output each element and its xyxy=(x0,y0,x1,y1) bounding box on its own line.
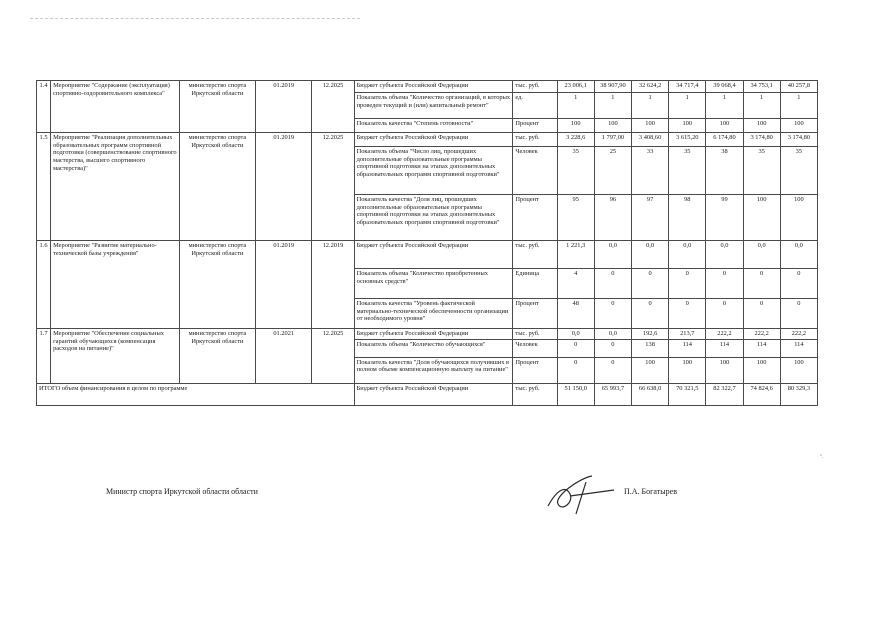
start-date: 01.2021 xyxy=(256,329,312,384)
value-cell: 32 624,2 xyxy=(632,81,669,93)
value-cell: 99 xyxy=(706,195,743,241)
table-body xyxy=(37,81,818,406)
value-cell: 100 xyxy=(706,357,743,383)
indicator-name: Показатель качества "Уровень фактической материально-технической обеспеченности организации от необходимого уровня" xyxy=(354,299,513,329)
activity-number: 1.4 xyxy=(37,81,51,133)
end-date: 12.2025 xyxy=(312,133,354,241)
indicator-name: Показатель качества "Доля лиц, прошедших дополнительные образовательные программы спортивной подготовки на этапах дополнительных образовательных программ спортивной подготовки" xyxy=(354,195,513,241)
indicator-name: Бюджет субъекта Российской Федерации xyxy=(354,81,513,93)
unit-of-measure: Единица xyxy=(513,269,557,299)
total-value-cell: 51 150,0 xyxy=(557,383,594,405)
value-cell: 0,0 xyxy=(669,241,706,269)
value-cell: 0 xyxy=(743,269,780,299)
value-cell: 0,0 xyxy=(780,241,817,269)
value-cell: 34 717,4 xyxy=(669,81,706,93)
value-cell: 100 xyxy=(594,119,631,133)
value-cell: 100 xyxy=(706,119,743,133)
value-cell: 100 xyxy=(743,357,780,383)
value-cell: 100 xyxy=(557,119,594,133)
start-date: 01.2019 xyxy=(256,133,312,241)
value-cell: 38 xyxy=(706,147,743,195)
value-cell: 0,0 xyxy=(706,241,743,269)
activity-name: Мероприятие "Обеспечение социальных гарантий обучающихся (компенсация расходов на питание)" xyxy=(51,329,180,384)
value-cell: 213,7 xyxy=(669,329,706,340)
unit-of-measure: Человек xyxy=(513,147,557,195)
responsible-organization: министерство спорта Иркутской области xyxy=(179,81,255,133)
value-cell: 0 xyxy=(594,299,631,329)
unit-of-measure: тыс. руб. xyxy=(513,329,557,340)
value-cell: 25 xyxy=(594,147,631,195)
activity-number: 1.7 xyxy=(37,329,51,384)
value-cell: 0 xyxy=(632,269,669,299)
unit-of-measure: тыс. руб. xyxy=(513,81,557,93)
value-cell: 39 068,4 xyxy=(706,81,743,93)
responsible-organization: министерство спорта Иркутской области xyxy=(179,329,255,384)
value-cell: 0 xyxy=(780,299,817,329)
total-value-cell: 70 321,5 xyxy=(669,383,706,405)
value-cell: 35 xyxy=(669,147,706,195)
total-value-cell: 74 824,6 xyxy=(743,383,780,405)
value-cell: 100 xyxy=(780,119,817,133)
activity-number: 1.5 xyxy=(37,133,51,241)
value-cell: 1 xyxy=(557,93,594,119)
end-date: 12.2019 xyxy=(312,241,354,329)
value-cell: 222,2 xyxy=(706,329,743,340)
value-cell: 97 xyxy=(632,195,669,241)
value-cell: 114 xyxy=(780,339,817,357)
total-row xyxy=(37,383,818,405)
value-cell: 114 xyxy=(706,339,743,357)
value-cell: 100 xyxy=(632,357,669,383)
indicator-name: Показатель качества "Степень готовности" xyxy=(354,119,513,133)
value-cell: 0 xyxy=(669,299,706,329)
value-cell: 0 xyxy=(594,357,631,383)
signatory-position: Министр спорта Иркутской области области xyxy=(106,487,258,496)
indicator-name: Показатель качества "Доля обучающихся получивших в полном объеме компенсационную выплату на питание" xyxy=(354,357,513,383)
value-cell: 222,2 xyxy=(743,329,780,340)
total-label: ИТОГО объем финансирования в целом по программе xyxy=(37,383,355,405)
unit-of-measure: Процент xyxy=(513,119,557,133)
value-cell: 100 xyxy=(669,357,706,383)
value-cell: 95 xyxy=(557,195,594,241)
value-cell: 138 xyxy=(632,339,669,357)
indicator-name: Показатель объема "Число лиц, прошедших дополнительные образовательные программы спортивной подготовки на этапах дополнительных образовательных программ спортивной подготовки" xyxy=(354,147,513,195)
value-cell: 96 xyxy=(594,195,631,241)
total-value-cell: 65 993,7 xyxy=(594,383,631,405)
value-cell: 1 221,3 xyxy=(557,241,594,269)
total-value-cell: 66 638,0 xyxy=(632,383,669,405)
value-cell: 0 xyxy=(557,339,594,357)
value-cell: 0 xyxy=(743,299,780,329)
value-cell: 1 xyxy=(632,93,669,119)
table-row xyxy=(37,81,818,93)
program-activities-table xyxy=(36,80,818,406)
value-cell: 192,6 xyxy=(632,329,669,340)
value-cell: 3 408,60 xyxy=(632,133,669,147)
indicator-name: Бюджет субъекта Российской Федерации xyxy=(354,133,513,147)
value-cell: 0 xyxy=(594,339,631,357)
start-date: 01.2019 xyxy=(256,81,312,133)
value-cell: 35 xyxy=(743,147,780,195)
unit-of-measure: Процент xyxy=(513,357,557,383)
signatory-name: П.А. Богатырев xyxy=(624,487,677,496)
value-cell: 0 xyxy=(557,357,594,383)
value-cell: 1 xyxy=(743,93,780,119)
start-date: 01.2019 xyxy=(256,241,312,329)
value-cell: 100 xyxy=(632,119,669,133)
value-cell: 35 xyxy=(780,147,817,195)
total-unit: тыс. руб. xyxy=(513,383,557,405)
responsible-organization: министерство спорта Иркутской области xyxy=(179,241,255,329)
table-row xyxy=(37,133,818,147)
value-cell: 33 xyxy=(632,147,669,195)
end-date: 12.2025 xyxy=(312,81,354,133)
total-value-cell: 80 329,3 xyxy=(780,383,817,405)
value-cell: 1 797,00 xyxy=(594,133,631,147)
indicator-name: Бюджет субъекта Российской Федерации xyxy=(354,241,513,269)
indicator-name: Показатель объема "Количество организаций, в которых проведен текущий и (или) капитальный ремонт" xyxy=(354,93,513,119)
value-cell: 3 174,80 xyxy=(780,133,817,147)
value-cell: 100 xyxy=(743,195,780,241)
value-cell: 0 xyxy=(594,269,631,299)
value-cell: 0,0 xyxy=(594,241,631,269)
value-cell: 1 xyxy=(780,93,817,119)
value-cell: 1 xyxy=(706,93,743,119)
table-row xyxy=(37,241,818,269)
value-cell: 0 xyxy=(669,269,706,299)
value-cell: 4 xyxy=(557,269,594,299)
end-date: 12.2025 xyxy=(312,329,354,384)
activity-name: Мероприятие "Содержание (эксплуатация) спортивно-оздоровительного комплекса" xyxy=(51,81,180,133)
value-cell: 114 xyxy=(669,339,706,357)
value-cell: 98 xyxy=(669,195,706,241)
value-cell: 0 xyxy=(706,299,743,329)
value-cell: 48 xyxy=(557,299,594,329)
value-cell: 0,0 xyxy=(632,241,669,269)
value-cell: 100 xyxy=(743,119,780,133)
unit-of-measure: тыс. руб. xyxy=(513,133,557,147)
indicator-name: Бюджет субъекта Российской Федерации xyxy=(354,329,513,340)
handwritten-signature xyxy=(540,468,620,518)
activity-name: Мероприятие "Реализация дополнительных образовательных программ спортивной подготовки (совершенствование спортивного мастерства, высшего спортивного мастерства)" xyxy=(51,133,180,241)
unit-of-measure: Человек xyxy=(513,339,557,357)
unit-of-measure: тыс. руб. xyxy=(513,241,557,269)
value-cell: 6 174,80 xyxy=(706,133,743,147)
value-cell: 0 xyxy=(632,299,669,329)
responsible-organization: министерство спорта Иркутской области xyxy=(179,133,255,241)
total-value-cell: 82 322,7 xyxy=(706,383,743,405)
value-cell: 1 xyxy=(594,93,631,119)
value-cell: 0,0 xyxy=(743,241,780,269)
value-cell: 3 174,80 xyxy=(743,133,780,147)
value-cell: 114 xyxy=(743,339,780,357)
value-cell: 222,2 xyxy=(780,329,817,340)
unit-of-measure: ед. xyxy=(513,93,557,119)
value-cell: 3 615,20 xyxy=(669,133,706,147)
value-cell: 1 xyxy=(669,93,706,119)
value-cell: 40 257,8 xyxy=(780,81,817,93)
value-cell: 34 753,1 xyxy=(743,81,780,93)
value-cell: 100 xyxy=(669,119,706,133)
value-cell: 0 xyxy=(706,269,743,299)
value-cell: 0 xyxy=(780,269,817,299)
activity-number: 1.6 xyxy=(37,241,51,329)
indicator-name: Показатель объема "Количество приобретенных основных средств" xyxy=(354,269,513,299)
activity-name: Мероприятие "Развитие материально-технической базы учреждения" xyxy=(51,241,180,329)
value-cell: 38 907,90 xyxy=(594,81,631,93)
unit-of-measure: Процент xyxy=(513,195,557,241)
page-mark: ". xyxy=(820,455,824,460)
indicator-name: Показатель объема "Количество обучающихся" xyxy=(354,339,513,357)
total-indicator: Бюджет субъекта Российской Федерации xyxy=(354,383,513,405)
value-cell: 0,0 xyxy=(594,329,631,340)
value-cell: 100 xyxy=(780,357,817,383)
value-cell: 100 xyxy=(780,195,817,241)
table-row xyxy=(37,329,818,340)
scan-artifact-line xyxy=(30,18,360,19)
value-cell: 35 xyxy=(557,147,594,195)
value-cell: 23 006,1 xyxy=(557,81,594,93)
unit-of-measure: Процент xyxy=(513,299,557,329)
value-cell: 3 228,6 xyxy=(557,133,594,147)
value-cell: 0,0 xyxy=(557,329,594,340)
